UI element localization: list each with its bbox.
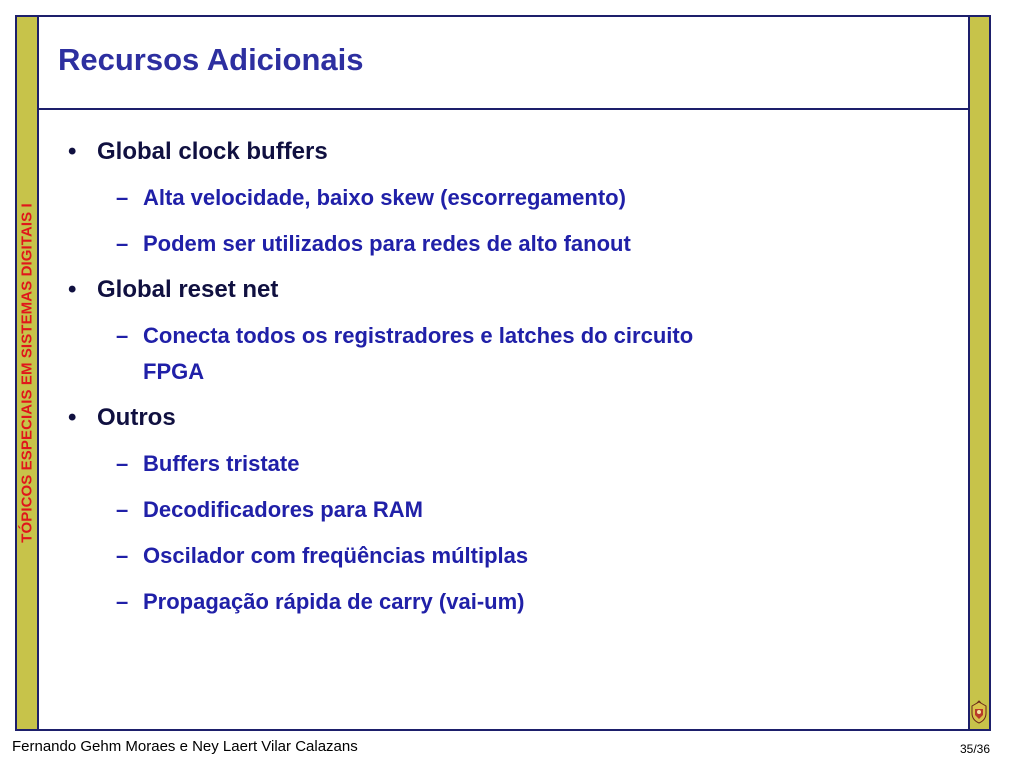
dash-marker: – xyxy=(116,497,129,522)
list-item-level-1 xyxy=(68,402,928,448)
list-item-text: Global reset net xyxy=(97,276,279,303)
list-item-text: Conecta todos os registradores e latches do circuito FPGA xyxy=(143,323,694,384)
list-item-text: Propagação rápida de carry (vai-um) xyxy=(143,589,525,614)
title-divider xyxy=(39,108,968,110)
dash-marker: – xyxy=(116,451,129,476)
list-item-text: Alta velocidade, baixo skew (escorregamento) xyxy=(143,185,626,210)
list-item-level-1 xyxy=(68,274,928,320)
list-item-level-2 xyxy=(68,228,928,274)
list-item-text: Decodificadores para RAM xyxy=(143,497,423,522)
list-item-text: Podem ser utilizados para redes de alto fanout xyxy=(143,231,631,256)
dash-marker: – xyxy=(116,323,129,348)
list-item-level-2 xyxy=(68,182,928,228)
list-item-text: Global clock buffers xyxy=(97,138,328,165)
list-item-level-2 xyxy=(68,494,928,540)
slide-title: Recursos Adicionais xyxy=(58,42,364,77)
university-crest-icon xyxy=(970,700,988,724)
list-item-text: Outros xyxy=(97,404,176,431)
list-item-level-2 xyxy=(68,448,928,494)
list-item-level-2 xyxy=(68,540,928,586)
dash-marker: – xyxy=(116,543,129,568)
dash-marker: – xyxy=(116,231,129,256)
list-item-text: Oscilador com freqüências múltiplas xyxy=(143,543,529,568)
bullet-marker: • xyxy=(68,404,77,431)
list-item-level-2 xyxy=(68,320,928,402)
list-item-level-1 xyxy=(68,136,928,182)
bullet-list xyxy=(68,136,928,632)
dash-marker: – xyxy=(116,589,129,614)
bullet-marker: • xyxy=(68,138,77,165)
footer-author: Fernando Gehm Moraes e Ney Laert Vilar Calazans xyxy=(12,738,358,755)
list-item-level-2 xyxy=(68,586,928,632)
right-sidebar-bar xyxy=(968,15,991,731)
page-number: 35/36 xyxy=(959,742,990,756)
list-item-text: Buffers tristate xyxy=(143,451,300,476)
dash-marker: – xyxy=(116,185,129,210)
bullet-marker: • xyxy=(68,276,77,303)
sidebar-vertical-title: TÓPICOS ESPECIAIS EM SISTEMAS DIGITAIS I xyxy=(18,203,36,543)
